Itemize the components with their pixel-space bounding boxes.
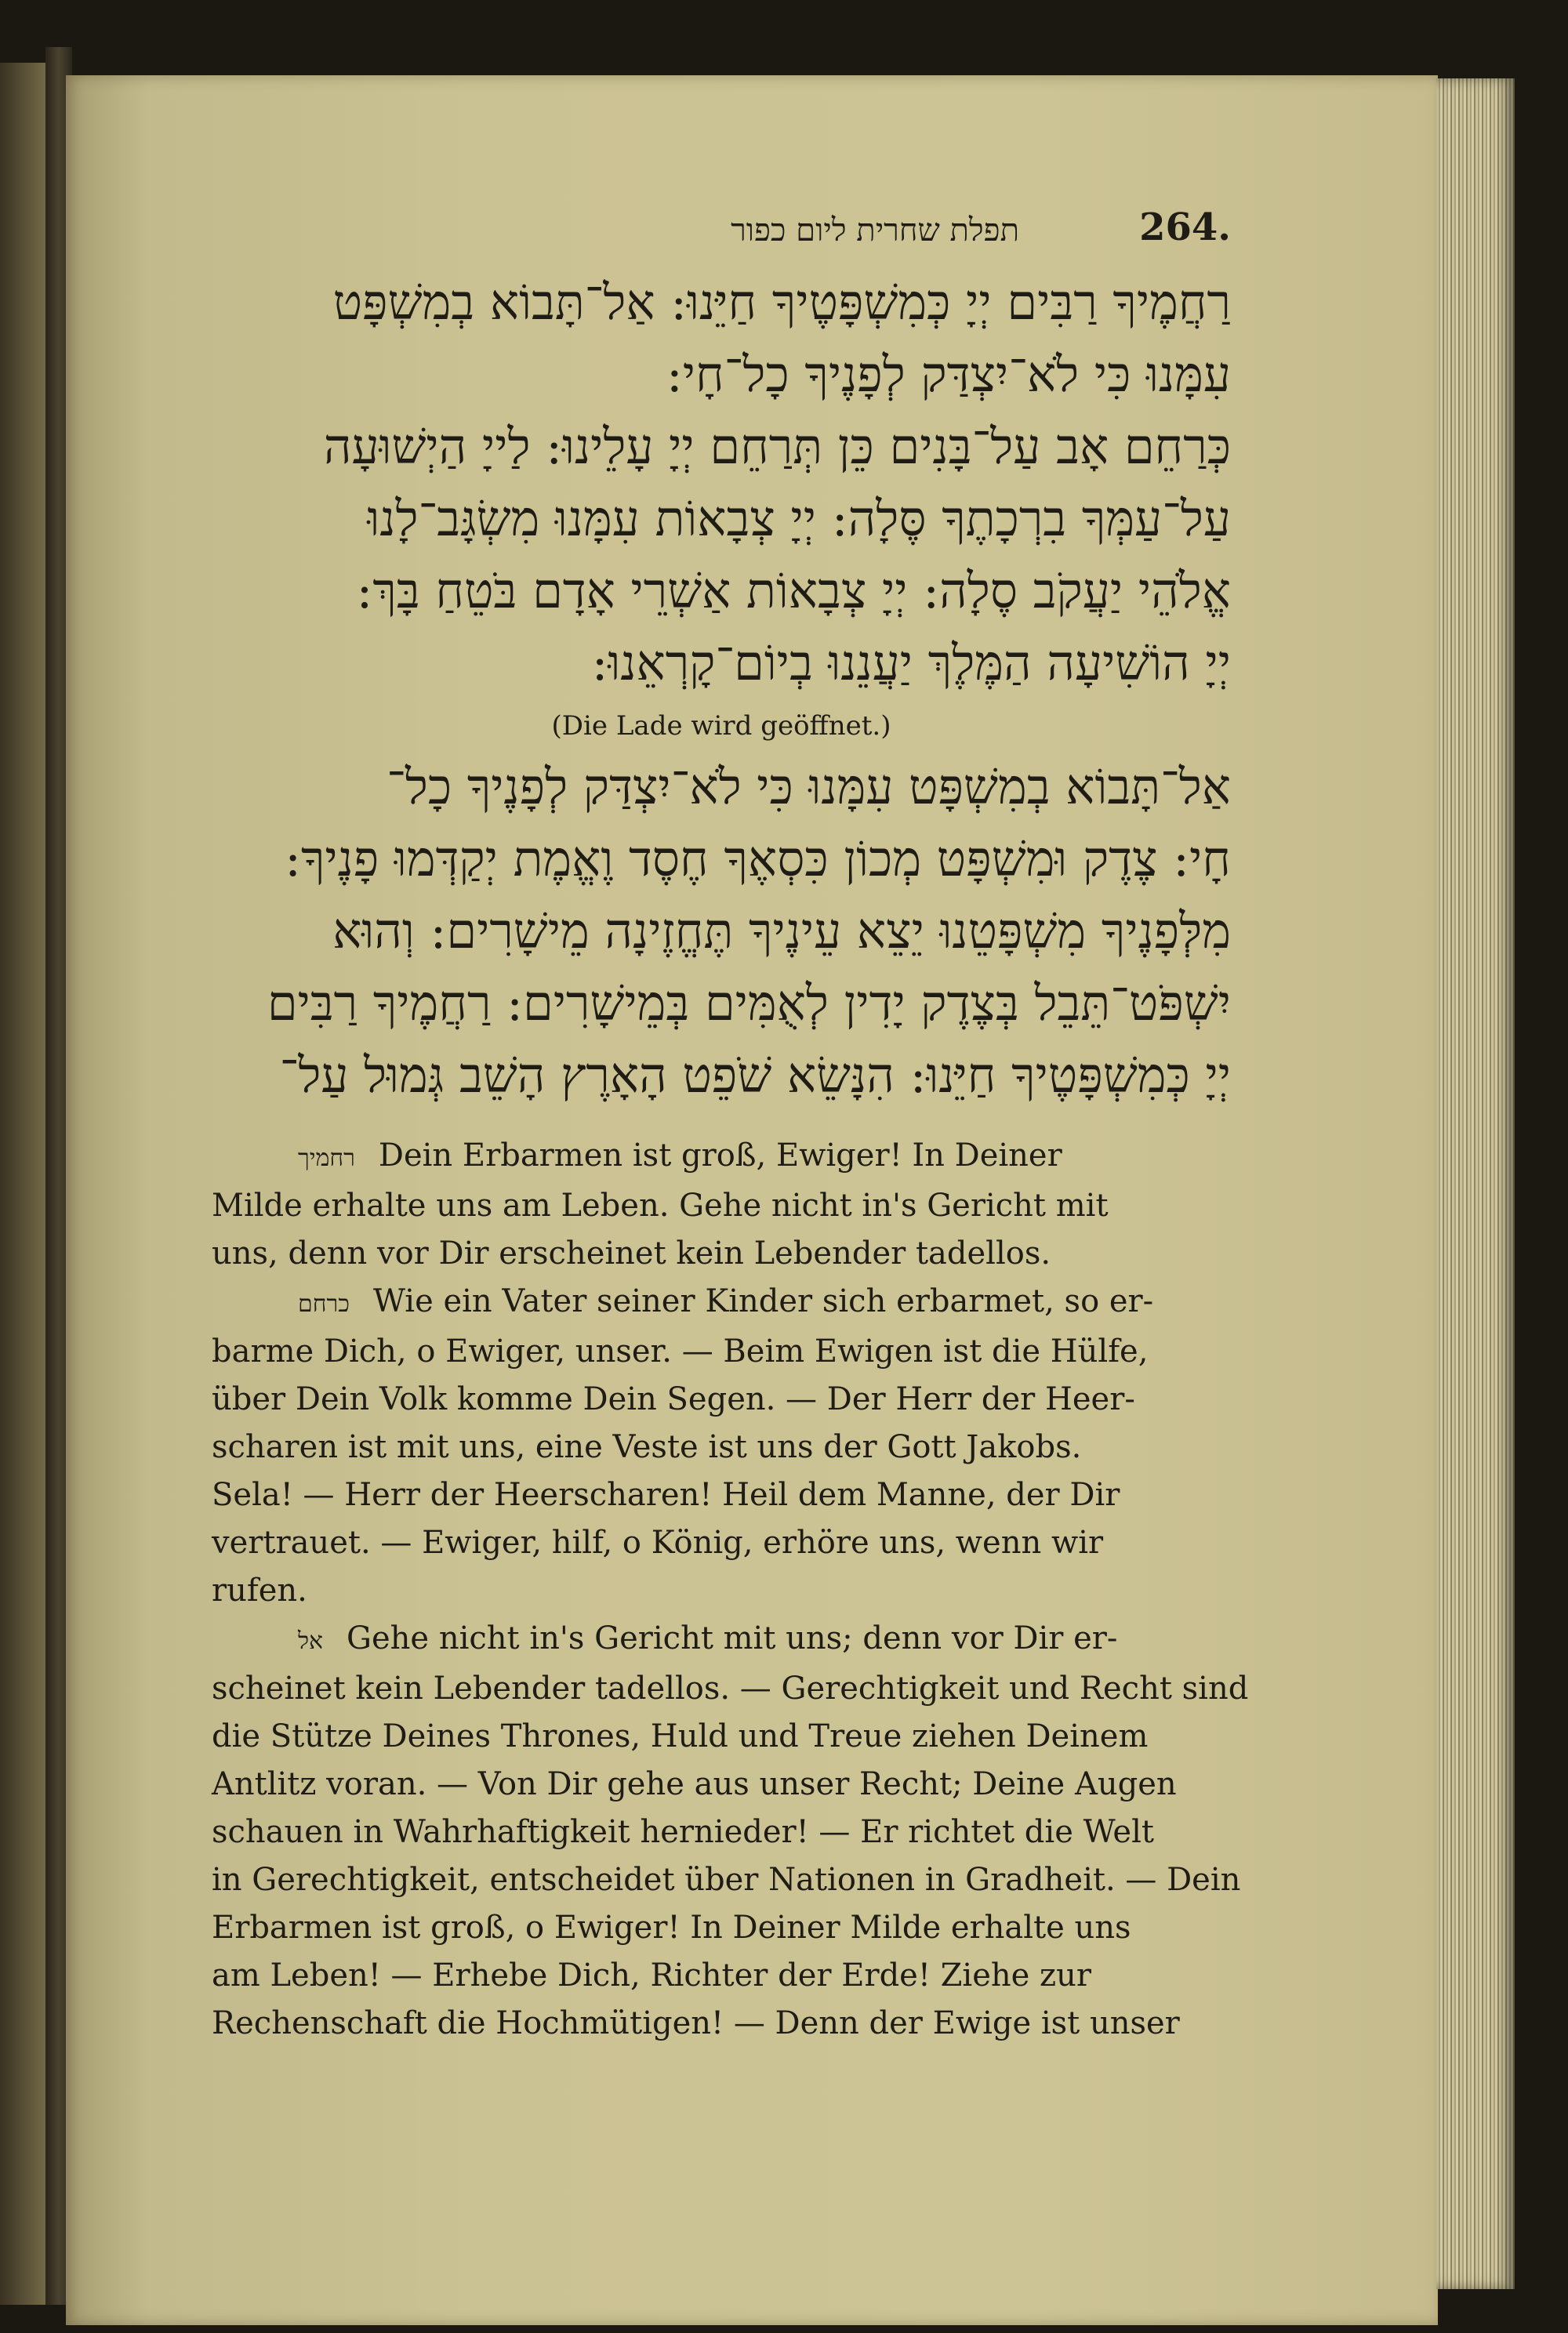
hebrew-text-block-2 (212, 751, 1231, 1112)
german-line: die Stütze Deines Thrones, Huld und Treue ziehen Deinem (212, 1718, 1149, 1754)
german-line: am Leben! — Erhebe Dich, Richter der Erde! Ziehe zur (212, 1957, 1091, 1994)
german-line: scheinet kein Lebender tadellos. — Gerechtigkeit und Recht sind (212, 1671, 1249, 1707)
german-line: Milde erhalte uns am Leben. Gehe nicht in's Gericht mit (212, 1188, 1109, 1224)
page-number: 264. (1139, 205, 1231, 249)
german-line: barme Dich, o Ewiger, unser. — Beim Ewigen ist die Hülfe, (212, 1333, 1149, 1370)
hebrew-line: יִשְׁפֹּט־תֵּבֵל בְּצֶדֶק יָדִין לְאֻמִּים בְּמֵישָׁרִים: רַחֲמֶיךָ רַבִּים (267, 974, 1231, 1032)
hebrew-line: חָי: צֶדֶק וּמִשְׁפָּט מְכוֹן כִּסְאֶךָ חֶסֶד וֶאֱמֶת יְקַדְּמוּ פָנֶיךָ: (285, 830, 1231, 887)
german-line-text: Gehe nicht in's Gericht mit uns; denn vor Dir er- (347, 1620, 1118, 1656)
german-line (212, 1615, 1231, 1665)
german-paragraph-1 (212, 1132, 1231, 1278)
hebrew-line: מִלְּפָנֶיךָ מִשְׁפָּטֵנוּ יֵצֵא עֵינֶיךָ תֶּחֱזֶינָה מֵישָׁרִים: וְהוּא (332, 902, 1231, 960)
hebrew-line: אַל־תָּבוֹא בְמִשְׁפָּט עִמָּנוּ כִּי לֹא־יִצְדַּק לְפָנֶיךָ כָל־ (387, 758, 1231, 815)
german-paragraph-3 (212, 1615, 1249, 2048)
hebrew-line: אֱלֹהֵי יַעֲקֹב סֶלָה: יְיָ צְבָאוֹת אַשְׁרֵי אָדָם בֹּטֵחַ בָּךְ: (356, 562, 1231, 619)
german-line: scharen ist mit uns, eine Veste ist uns der Gott Jakobs. (212, 1429, 1082, 1465)
hebrew-lead-word: רחמיך (298, 1145, 355, 1172)
german-paragraph-2 (212, 1278, 1231, 1615)
page-header (212, 196, 1231, 267)
hebrew-line: עַל־עַמְּךָ בִרְכָתֶךָ סֶּלָה: יְיָ צְבָאוֹת עִמָּנוּ מִשְׂגָּב־לָנוּ (367, 490, 1231, 547)
german-line: Rechenschaft die Hochmütigen! — Denn der Ewige ist unser (212, 2005, 1180, 2041)
page-content (212, 196, 1249, 2048)
german-line: in Gerechtigkeit, entscheidet über Nationen in Gradheit. — Dein (212, 1862, 1241, 1898)
german-line: über Dein Volk komme Dein Segen. — Der Herr der Heer- (212, 1381, 1135, 1417)
german-line: rufen. (212, 1573, 307, 1609)
hebrew-line: רַחֲמֶיךָ רַבִּים יְיָ כְּמִשְׁפָּטֶיךָ חַיֵּנוּ: אַל־תָּבוֹא בְמִשְׁפָּט (332, 274, 1231, 331)
hebrew-line: כְּרַחֵם אָב עַל־בָּנִים כֵּן תְּרַחֵם יְיָ עָלֵינוּ: לַייָ הַיְשׁוּעָה (323, 418, 1231, 475)
hebrew-line: עִמָּנוּ כִּי לֹא־יִצְדַּק לְפָנֶיךָ כָל־חָי: (666, 346, 1231, 403)
german-line (212, 1132, 1231, 1182)
german-line: Erbarmen ist groß, o Ewiger! In Deiner Milde erhalte uns (212, 1910, 1131, 1946)
german-line (212, 1278, 1231, 1328)
german-line-text: Wie ein Vater seiner Kinder sich erbarmet, so er- (372, 1283, 1154, 1319)
german-line: Antlitz voran. — Von Dir gehe aus unser Recht; Deine Augen (212, 1766, 1177, 1802)
hebrew-line: יְיָ הוֹשִׁיעָה הַמֶּלֶךְ יַעֲנֵנוּ בְיוֹם־קָרְאֵנוּ: (591, 634, 1231, 691)
german-line: Sela! — Herr der Heerscharen! Heil dem Manne, der Dir (212, 1477, 1120, 1513)
german-line: uns, denn vor Dir erscheinet kein Lebender tadellos. (212, 1235, 1051, 1272)
german-line: schauen in Wahrhaftigkeit hernieder! — Er richtet die Welt (212, 1814, 1154, 1850)
german-line: vertrauet. — Ewiger, hilf, o König, erhöre uns, wenn wir (212, 1525, 1104, 1561)
hebrew-line: יְיָ כְּמִשְׁפָּטֶיךָ חַיֵּנוּ: הִנָּשֵׂא שֹׁפֵט הָאָרֶץ הָשֵׁב גְּמוּל עַל־ (279, 1047, 1231, 1104)
stage-direction: (Die Lade wird geöffnet.) (551, 710, 891, 742)
hebrew-text-block-1 (212, 267, 1231, 699)
german-line-text: Dein Erbarmen ist groß, Ewiger! In Deiner (378, 1137, 1062, 1174)
hebrew-lead-word: אל (298, 1627, 324, 1655)
hebrew-lead-word: כרחם (298, 1290, 350, 1318)
running-head: תפלת שחרית ליום כפור (731, 212, 1019, 249)
page-edges (1436, 78, 1515, 2289)
